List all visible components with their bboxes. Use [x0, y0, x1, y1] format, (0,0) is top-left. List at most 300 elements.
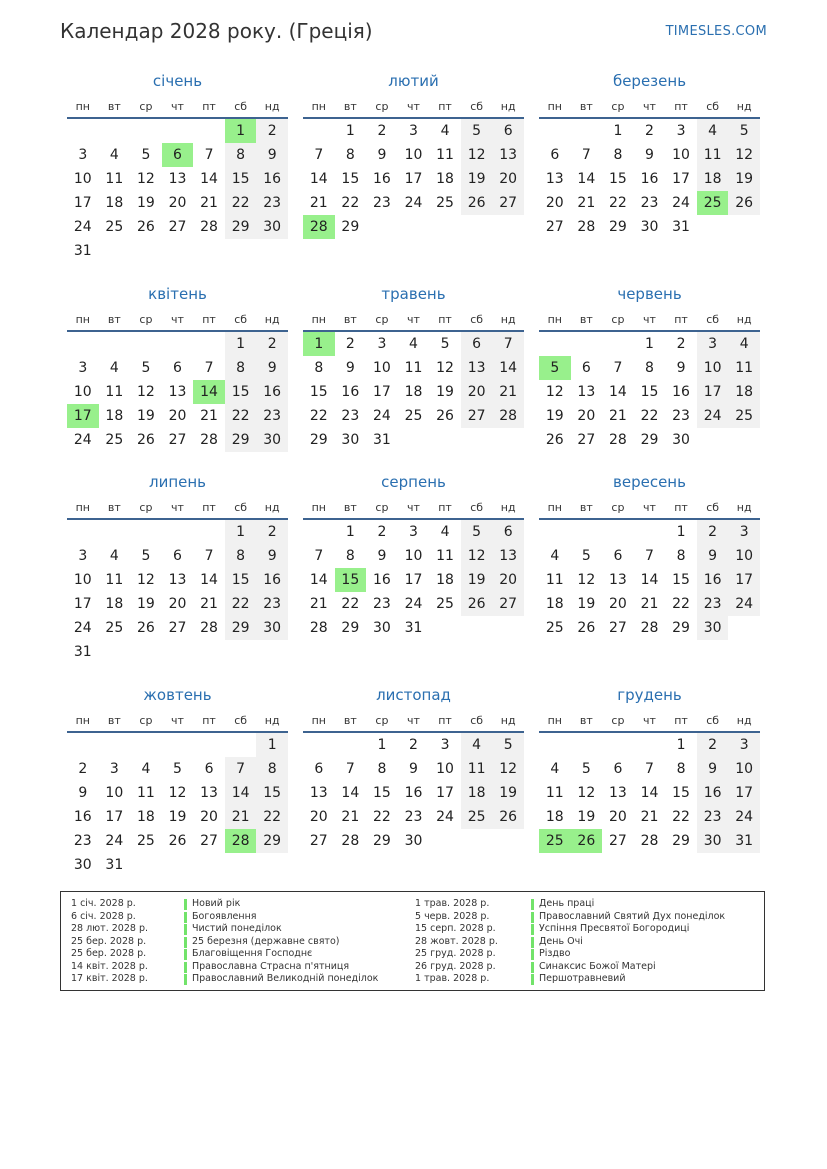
holiday-day[interactable]: 28 [225, 829, 257, 853]
day-cell[interactable]: 5 [173, 761, 182, 777]
day-cell[interactable]: 8 [225, 143, 257, 167]
day-cell[interactable]: 7 [645, 761, 654, 777]
holiday-day[interactable]: 5 [539, 356, 571, 380]
day-cell[interactable]: 29 [640, 432, 659, 448]
day-cell[interactable]: 21 [341, 809, 360, 825]
day-cell[interactable]: 15 [225, 167, 257, 191]
day-cell[interactable]: 28 [200, 219, 218, 235]
day-cell[interactable]: 13 [608, 785, 627, 801]
day-cell[interactable]: 21 [640, 809, 659, 825]
day-cell[interactable]: 14 [640, 785, 659, 801]
day-cell[interactable]: 2 [645, 123, 654, 139]
day-cell[interactable]: 19 [136, 408, 155, 424]
day-cell[interactable]: 7 [314, 147, 324, 163]
day-cell[interactable]: 27 [200, 833, 218, 849]
day-cell[interactable]: 23 [256, 404, 288, 428]
day-cell[interactable]: 30 [672, 432, 690, 448]
day-cell[interactable]: 28 [200, 432, 218, 448]
day-cell[interactable]: 17 [436, 785, 454, 801]
day-cell[interactable]: 25 [105, 620, 124, 636]
day-cell[interactable]: 10 [372, 360, 391, 376]
day-cell[interactable]: 21 [309, 596, 328, 612]
day-cell[interactable]: 15 [225, 568, 257, 592]
day-cell[interactable]: 13 [309, 785, 328, 801]
day-cell[interactable]: 27 [168, 219, 187, 235]
day-cell[interactable]: 26 [436, 408, 454, 424]
day-cell[interactable]: 18 [697, 167, 729, 191]
day-cell[interactable]: 10 [105, 785, 124, 801]
day-cell[interactable]: 26 [461, 191, 493, 215]
day-cell[interactable]: 9 [409, 761, 418, 777]
day-cell[interactable]: 21 [200, 408, 218, 424]
day-cell[interactable]: 26 [168, 833, 187, 849]
day-cell[interactable]: 30 [404, 833, 423, 849]
day-cell[interactable]: 14 [200, 171, 218, 187]
day-cell[interactable]: 3 [728, 520, 760, 544]
day-cell[interactable]: 6 [613, 761, 623, 777]
day-cell[interactable]: 2 [409, 737, 418, 753]
day-cell[interactable]: 22 [341, 195, 360, 211]
day-cell[interactable]: 15 [225, 380, 257, 404]
day-cell[interactable]: 25 [461, 805, 493, 829]
day-cell[interactable]: 25 [105, 432, 124, 448]
day-cell[interactable]: 9 [697, 544, 729, 568]
day-cell[interactable]: 16 [697, 568, 729, 592]
day-cell[interactable]: 24 [672, 195, 690, 211]
day-cell[interactable]: 8 [256, 757, 288, 781]
day-cell[interactable]: 6 [613, 548, 623, 564]
day-cell[interactable]: 12 [545, 384, 564, 400]
day-cell[interactable]: 24 [73, 432, 92, 448]
day-cell[interactable]: 27 [461, 404, 493, 428]
day-cell[interactable]: 22 [225, 404, 257, 428]
day-cell[interactable]: 6 [204, 761, 214, 777]
day-cell[interactable]: 15 [672, 785, 690, 801]
day-cell[interactable]: 2 [676, 336, 686, 352]
day-cell[interactable]: 1 [645, 336, 654, 352]
day-cell[interactable]: 20 [545, 195, 564, 211]
day-cell[interactable]: 18 [545, 809, 564, 825]
day-cell[interactable]: 27 [492, 592, 524, 616]
day-cell[interactable]: 7 [314, 548, 324, 564]
day-cell[interactable]: 8 [345, 147, 355, 163]
day-cell[interactable]: 30 [256, 428, 288, 452]
day-cell[interactable]: 27 [545, 219, 564, 235]
day-cell[interactable]: 29 [608, 219, 627, 235]
day-cell[interactable]: 13 [492, 544, 524, 568]
day-cell[interactable]: 5 [141, 147, 151, 163]
day-cell[interactable]: 30 [73, 857, 92, 873]
day-cell[interactable]: 10 [73, 384, 92, 400]
day-cell[interactable]: 3 [109, 761, 119, 777]
day-cell[interactable]: 8 [225, 356, 257, 380]
day-cell[interactable]: 18 [728, 380, 760, 404]
day-cell[interactable]: 30 [697, 616, 729, 640]
day-cell[interactable]: 23 [341, 408, 360, 424]
holiday-day[interactable]: 25 [539, 829, 571, 853]
day-cell[interactable]: 4 [109, 147, 119, 163]
day-cell[interactable]: 6 [492, 520, 524, 544]
day-cell[interactable]: 29 [309, 432, 328, 448]
day-cell[interactable]: 5 [492, 733, 524, 757]
day-cell[interactable]: 16 [73, 809, 92, 825]
day-cell[interactable]: 11 [105, 572, 124, 588]
day-cell[interactable]: 26 [461, 592, 493, 616]
day-cell[interactable]: 29 [225, 428, 257, 452]
day-cell[interactable]: 19 [492, 781, 524, 805]
day-cell[interactable]: 20 [577, 408, 596, 424]
day-cell[interactable]: 2 [697, 520, 729, 544]
day-cell[interactable]: 13 [200, 785, 218, 801]
day-cell[interactable]: 13 [608, 572, 627, 588]
day-cell[interactable]: 24 [404, 195, 423, 211]
day-cell[interactable]: 27 [577, 432, 596, 448]
day-cell[interactable]: 24 [105, 833, 124, 849]
day-cell[interactable]: 2 [377, 123, 387, 139]
day-cell[interactable]: 19 [168, 809, 187, 825]
day-cell[interactable]: 13 [577, 384, 596, 400]
day-cell[interactable]: 12 [168, 785, 187, 801]
day-cell[interactable]: 14 [225, 781, 257, 805]
day-cell[interactable]: 5 [581, 548, 591, 564]
day-cell[interactable]: 6 [173, 360, 182, 376]
day-cell[interactable]: 10 [73, 572, 92, 588]
day-cell[interactable]: 24 [728, 592, 760, 616]
day-cell[interactable]: 11 [436, 548, 454, 564]
day-cell[interactable]: 4 [141, 761, 151, 777]
day-cell[interactable]: 28 [309, 620, 328, 636]
day-cell[interactable]: 24 [728, 805, 760, 829]
day-cell[interactable]: 6 [314, 761, 324, 777]
day-cell[interactable]: 11 [105, 384, 124, 400]
day-cell[interactable]: 1 [225, 520, 257, 544]
day-cell[interactable]: 23 [256, 592, 288, 616]
day-cell[interactable]: 19 [436, 384, 454, 400]
day-cell[interactable]: 18 [105, 408, 124, 424]
day-cell[interactable]: 18 [461, 781, 493, 805]
day-cell[interactable]: 22 [341, 596, 360, 612]
day-cell[interactable]: 7 [645, 548, 654, 564]
day-cell[interactable]: 12 [728, 143, 760, 167]
day-cell[interactable]: 12 [136, 572, 155, 588]
day-cell[interactable]: 9 [676, 360, 686, 376]
day-cell[interactable]: 22 [225, 191, 257, 215]
day-cell[interactable]: 4 [409, 336, 418, 352]
day-cell[interactable]: 4 [697, 119, 729, 143]
day-cell[interactable]: 25 [545, 620, 564, 636]
day-cell[interactable]: 25 [728, 404, 760, 428]
day-cell[interactable]: 21 [577, 195, 596, 211]
day-cell[interactable]: 5 [728, 119, 760, 143]
day-cell[interactable]: 28 [577, 219, 596, 235]
day-cell[interactable]: 15 [608, 171, 627, 187]
day-cell[interactable]: 4 [440, 524, 450, 540]
day-cell[interactable]: 7 [204, 548, 214, 564]
day-cell[interactable]: 17 [404, 572, 423, 588]
day-cell[interactable]: 4 [440, 123, 450, 139]
day-cell[interactable]: 23 [256, 191, 288, 215]
day-cell[interactable]: 7 [492, 332, 524, 356]
day-cell[interactable]: 16 [640, 171, 659, 187]
day-cell[interactable]: 9 [697, 757, 729, 781]
day-cell[interactable]: 4 [461, 733, 493, 757]
day-cell[interactable]: 26 [577, 620, 596, 636]
day-cell[interactable]: 29 [225, 215, 257, 239]
day-cell[interactable]: 11 [404, 360, 423, 376]
day-cell[interactable]: 19 [728, 167, 760, 191]
day-cell[interactable]: 12 [436, 360, 454, 376]
day-cell[interactable]: 27 [168, 620, 187, 636]
day-cell[interactable]: 31 [728, 829, 760, 853]
day-cell[interactable]: 17 [73, 596, 92, 612]
day-cell[interactable]: 19 [577, 809, 596, 825]
day-cell[interactable]: 2 [377, 524, 387, 540]
day-cell[interactable]: 16 [372, 171, 391, 187]
day-cell[interactable]: 2 [256, 520, 288, 544]
day-cell[interactable]: 10 [404, 147, 423, 163]
day-cell[interactable]: 12 [461, 143, 493, 167]
day-cell[interactable]: 10 [697, 356, 729, 380]
day-cell[interactable]: 1 [676, 524, 686, 540]
day-cell[interactable]: 18 [436, 171, 454, 187]
day-cell[interactable]: 3 [78, 147, 88, 163]
day-cell[interactable]: 31 [73, 644, 92, 660]
holiday-day[interactable]: 1 [225, 119, 257, 143]
day-cell[interactable]: 15 [640, 384, 659, 400]
day-cell[interactable]: 13 [168, 171, 187, 187]
day-cell[interactable]: 22 [672, 809, 690, 825]
day-cell[interactable]: 17 [404, 171, 423, 187]
day-cell[interactable]: 8 [676, 761, 686, 777]
day-cell[interactable]: 27 [168, 432, 187, 448]
day-cell[interactable]: 4 [550, 761, 560, 777]
day-cell[interactable]: 30 [640, 219, 659, 235]
day-cell[interactable]: 2 [345, 336, 355, 352]
day-cell[interactable]: 6 [173, 548, 182, 564]
day-cell[interactable]: 26 [136, 219, 155, 235]
day-cell[interactable]: 16 [341, 384, 360, 400]
day-cell[interactable]: 17 [672, 171, 690, 187]
day-cell[interactable]: 5 [141, 360, 151, 376]
day-cell[interactable]: 14 [577, 171, 596, 187]
day-cell[interactable]: 14 [309, 171, 328, 187]
day-cell[interactable]: 14 [309, 572, 328, 588]
day-cell[interactable]: 8 [613, 147, 623, 163]
holiday-day[interactable]: 26 [571, 829, 603, 853]
day-cell[interactable]: 18 [436, 572, 454, 588]
day-cell[interactable]: 19 [136, 195, 155, 211]
day-cell[interactable]: 8 [645, 360, 654, 376]
day-cell[interactable]: 24 [436, 809, 454, 825]
day-cell[interactable]: 19 [136, 596, 155, 612]
day-cell[interactable]: 2 [256, 332, 288, 356]
day-cell[interactable]: 12 [461, 544, 493, 568]
day-cell[interactable]: 18 [136, 809, 155, 825]
day-cell[interactable]: 9 [645, 147, 654, 163]
day-cell[interactable]: 17 [372, 384, 391, 400]
day-cell[interactable]: 26 [492, 805, 524, 829]
day-cell[interactable]: 23 [73, 833, 92, 849]
day-cell[interactable]: 20 [492, 568, 524, 592]
day-cell[interactable]: 3 [78, 548, 88, 564]
day-cell[interactable]: 31 [672, 219, 690, 235]
day-cell[interactable]: 13 [168, 384, 187, 400]
day-cell[interactable]: 11 [436, 147, 454, 163]
day-cell[interactable]: 10 [404, 548, 423, 564]
day-cell[interactable]: 24 [73, 620, 92, 636]
day-cell[interactable]: 26 [136, 432, 155, 448]
day-cell[interactable]: 13 [168, 572, 187, 588]
day-cell[interactable]: 11 [545, 572, 564, 588]
day-cell[interactable]: 3 [409, 123, 418, 139]
day-cell[interactable]: 31 [105, 857, 124, 873]
day-cell[interactable]: 23 [372, 596, 391, 612]
day-cell[interactable]: 25 [136, 833, 155, 849]
day-cell[interactable]: 22 [672, 596, 690, 612]
day-cell[interactable]: 25 [436, 596, 454, 612]
holiday-day[interactable]: 1 [303, 332, 335, 356]
day-cell[interactable]: 10 [728, 757, 760, 781]
day-cell[interactable]: 30 [372, 620, 391, 636]
day-cell[interactable]: 20 [200, 809, 218, 825]
day-cell[interactable]: 11 [136, 785, 155, 801]
day-cell[interactable]: 22 [640, 408, 659, 424]
day-cell[interactable]: 17 [697, 380, 729, 404]
day-cell[interactable]: 26 [545, 432, 564, 448]
day-cell[interactable]: 17 [73, 195, 92, 211]
day-cell[interactable]: 10 [672, 147, 690, 163]
day-cell[interactable]: 18 [105, 596, 124, 612]
day-cell[interactable]: 20 [309, 809, 328, 825]
day-cell[interactable]: 21 [492, 380, 524, 404]
day-cell[interactable]: 3 [440, 737, 450, 753]
day-cell[interactable]: 23 [404, 809, 423, 825]
day-cell[interactable]: 15 [309, 384, 328, 400]
day-cell[interactable]: 9 [256, 356, 288, 380]
day-cell[interactable]: 8 [676, 548, 686, 564]
day-cell[interactable]: 8 [345, 548, 355, 564]
day-cell[interactable]: 21 [309, 195, 328, 211]
day-cell[interactable]: 2 [256, 119, 288, 143]
day-cell[interactable]: 1 [345, 123, 355, 139]
day-cell[interactable]: 4 [550, 548, 560, 564]
day-cell[interactable]: 11 [545, 785, 564, 801]
day-cell[interactable]: 7 [345, 761, 355, 777]
day-cell[interactable]: 12 [577, 785, 596, 801]
day-cell[interactable]: 28 [341, 833, 360, 849]
day-cell[interactable]: 19 [461, 568, 493, 592]
day-cell[interactable]: 12 [136, 384, 155, 400]
day-cell[interactable]: 16 [256, 380, 288, 404]
day-cell[interactable]: 23 [672, 408, 690, 424]
day-cell[interactable]: 14 [200, 572, 218, 588]
day-cell[interactable]: 9 [345, 360, 355, 376]
day-cell[interactable]: 18 [404, 384, 423, 400]
holiday-day[interactable]: 28 [303, 215, 335, 239]
day-cell[interactable]: 25 [436, 195, 454, 211]
day-cell[interactable]: 16 [256, 568, 288, 592]
day-cell[interactable]: 19 [545, 408, 564, 424]
day-cell[interactable]: 22 [372, 809, 391, 825]
day-cell[interactable]: 29 [256, 829, 288, 853]
day-cell[interactable]: 4 [728, 332, 760, 356]
day-cell[interactable]: 27 [608, 620, 627, 636]
day-cell[interactable]: 30 [256, 616, 288, 640]
day-cell[interactable]: 2 [697, 733, 729, 757]
day-cell[interactable]: 1 [256, 733, 288, 757]
day-cell[interactable]: 14 [608, 384, 627, 400]
day-cell[interactable]: 29 [341, 620, 360, 636]
day-cell[interactable]: 14 [640, 572, 659, 588]
day-cell[interactable]: 23 [640, 195, 659, 211]
day-cell[interactable]: 22 [608, 195, 627, 211]
day-cell[interactable]: 20 [608, 596, 627, 612]
day-cell[interactable]: 29 [672, 833, 690, 849]
day-cell[interactable]: 5 [581, 761, 591, 777]
day-cell[interactable]: 17 [105, 809, 124, 825]
day-cell[interactable]: 12 [492, 757, 524, 781]
holiday-day[interactable]: 25 [697, 191, 729, 215]
day-cell[interactable]: 21 [608, 408, 627, 424]
day-cell[interactable]: 18 [105, 195, 124, 211]
day-cell[interactable]: 1 [225, 332, 257, 356]
day-cell[interactable]: 11 [728, 356, 760, 380]
day-cell[interactable]: 9 [256, 544, 288, 568]
day-cell[interactable]: 3 [409, 524, 418, 540]
day-cell[interactable]: 3 [78, 360, 88, 376]
day-cell[interactable]: 28 [200, 620, 218, 636]
day-cell[interactable]: 15 [341, 171, 360, 187]
day-cell[interactable]: 21 [225, 805, 257, 829]
day-cell[interactable]: 31 [404, 620, 423, 636]
day-cell[interactable]: 9 [78, 785, 88, 801]
day-cell[interactable]: 15 [372, 785, 391, 801]
day-cell[interactable]: 5 [440, 336, 450, 352]
day-cell[interactable]: 6 [581, 360, 591, 376]
day-cell[interactable]: 25 [105, 219, 124, 235]
day-cell[interactable]: 7 [613, 360, 623, 376]
holiday-day[interactable]: 6 [162, 143, 194, 167]
day-cell[interactable]: 28 [492, 404, 524, 428]
day-cell[interactable]: 7 [204, 147, 214, 163]
day-cell[interactable]: 6 [492, 119, 524, 143]
day-cell[interactable]: 20 [608, 809, 627, 825]
day-cell[interactable]: 17 [728, 568, 760, 592]
day-cell[interactable]: 7 [204, 360, 214, 376]
day-cell[interactable]: 20 [168, 408, 187, 424]
day-cell[interactable]: 14 [492, 356, 524, 380]
day-cell[interactable]: 8 [377, 761, 387, 777]
day-cell[interactable]: 3 [676, 123, 686, 139]
day-cell[interactable]: 23 [697, 805, 729, 829]
day-cell[interactable]: 1 [345, 524, 355, 540]
day-cell[interactable]: 9 [256, 143, 288, 167]
day-cell[interactable]: 30 [697, 829, 729, 853]
day-cell[interactable]: 9 [377, 548, 387, 564]
day-cell[interactable]: 11 [697, 143, 729, 167]
day-cell[interactable]: 16 [372, 572, 391, 588]
day-cell[interactable]: 10 [436, 761, 454, 777]
day-cell[interactable]: 5 [461, 119, 493, 143]
day-cell[interactable]: 17 [728, 781, 760, 805]
day-cell[interactable]: 26 [136, 620, 155, 636]
day-cell[interactable]: 19 [577, 596, 596, 612]
day-cell[interactable]: 20 [168, 195, 187, 211]
day-cell[interactable]: 16 [256, 167, 288, 191]
day-cell[interactable]: 30 [256, 215, 288, 239]
day-cell[interactable]: 1 [676, 737, 686, 753]
day-cell[interactable]: 2 [78, 761, 88, 777]
